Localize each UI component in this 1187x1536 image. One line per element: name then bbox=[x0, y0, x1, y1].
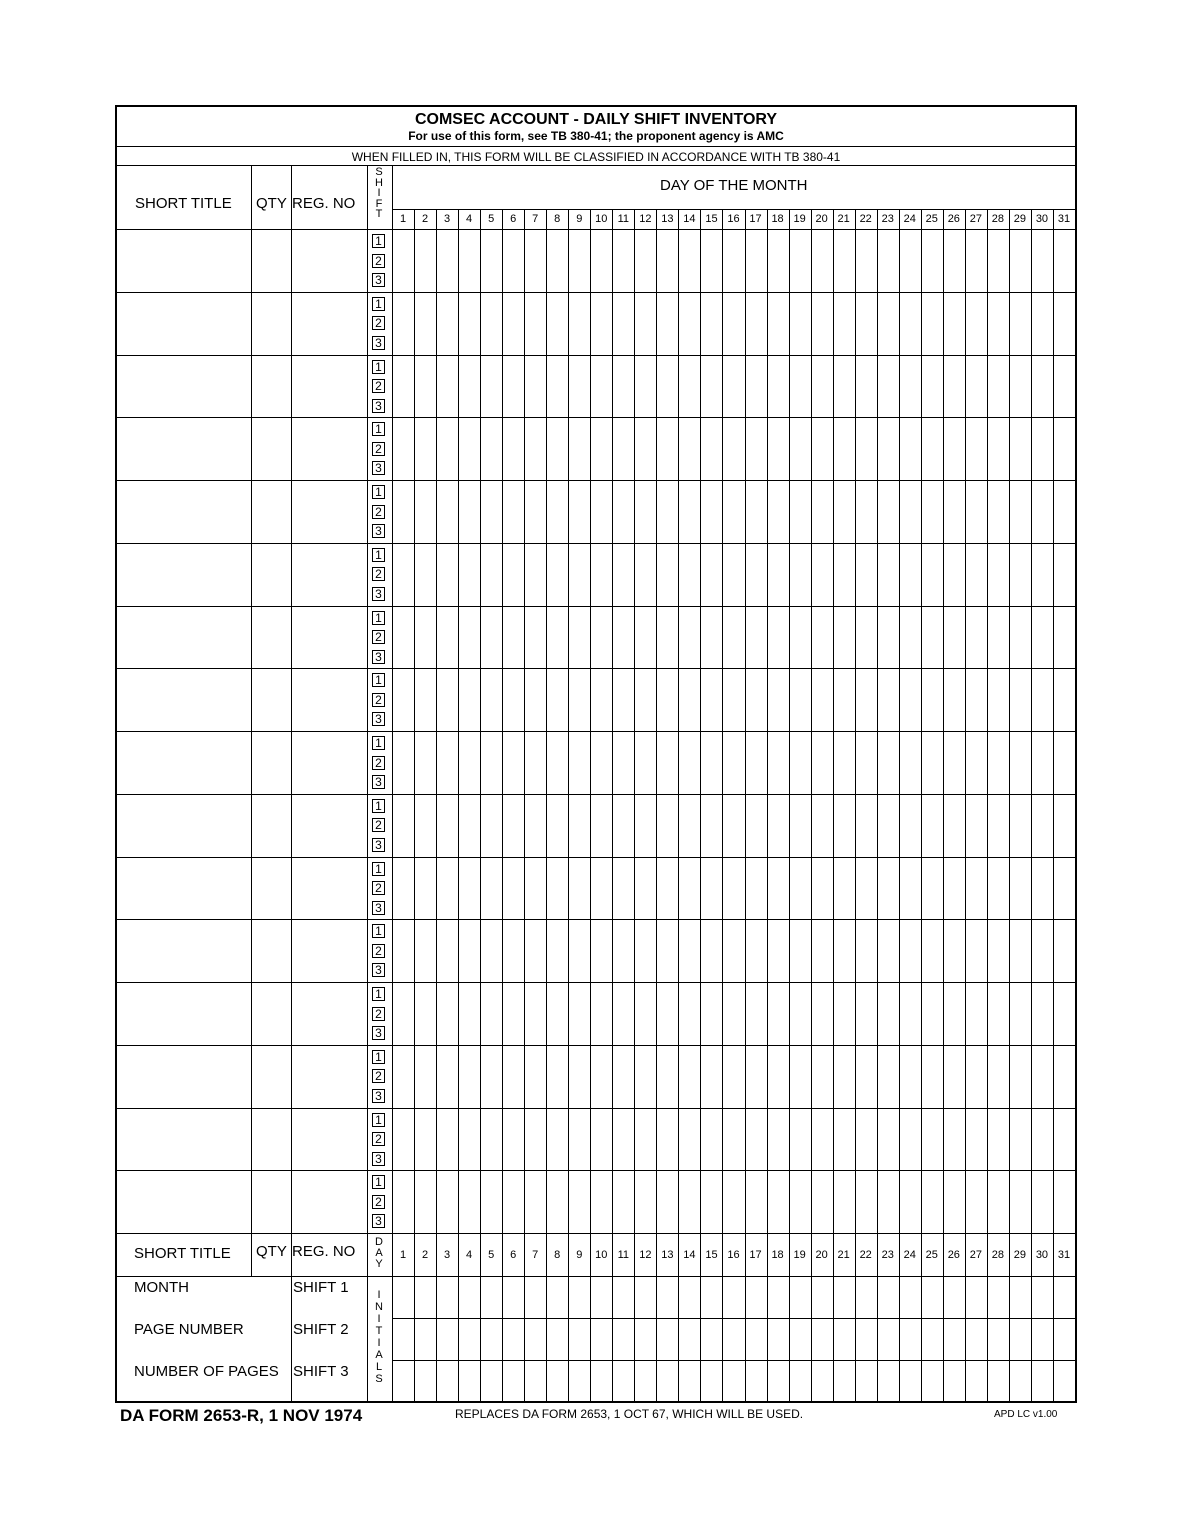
entry-row-line bbox=[117, 857, 1075, 858]
shift-number-box: 2 bbox=[372, 693, 385, 707]
shift-number-box: 1 bbox=[372, 799, 385, 813]
day-number-header: 3 bbox=[444, 213, 451, 225]
qty-header: QTY bbox=[256, 195, 287, 212]
day-letter: A bbox=[375, 1247, 383, 1259]
day-col-divider bbox=[524, 209, 525, 1401]
day-number-footer: 16 bbox=[727, 1249, 740, 1261]
shift-number-box: 1 bbox=[372, 673, 385, 687]
day-number-footer: 9 bbox=[576, 1249, 583, 1261]
day-col-divider bbox=[612, 209, 613, 1401]
shift-letter: F bbox=[375, 197, 383, 210]
day-number-footer: 3 bbox=[444, 1249, 451, 1261]
day-number-footer: 23 bbox=[881, 1249, 894, 1261]
day-number-footer: 1 bbox=[399, 1249, 407, 1261]
form-title: COMSEC ACCOUNT - DAILY SHIFT INVENTORY bbox=[414, 111, 778, 128]
day-number-header: 6 bbox=[510, 213, 517, 225]
initials-letter: I bbox=[377, 1289, 381, 1301]
shift-number-box: 1 bbox=[372, 1175, 385, 1189]
shift-number-box: 1 bbox=[372, 360, 385, 374]
initials-row-line bbox=[392, 1360, 1075, 1361]
day-col-divider bbox=[965, 209, 966, 1401]
day-col-divider bbox=[414, 209, 415, 1401]
bottom-short-title: SHORT TITLE bbox=[134, 1245, 231, 1262]
day-number-footer: 18 bbox=[771, 1249, 784, 1261]
day-number-header: 16 bbox=[727, 213, 740, 225]
bottom-reg-no: REG. NO bbox=[292, 1243, 356, 1260]
shift-number-box: 1 bbox=[372, 736, 385, 750]
day-col-divider bbox=[789, 209, 790, 1401]
day-number-header: 7 bbox=[532, 213, 539, 225]
shift-number-box: 2 bbox=[372, 1195, 385, 1209]
day-number-header: 24 bbox=[903, 213, 916, 225]
shift-number-box: 1 bbox=[372, 485, 385, 499]
entry-row-line bbox=[117, 480, 1075, 481]
day-number-header: 8 bbox=[554, 213, 561, 225]
day-number-footer: 24 bbox=[903, 1249, 916, 1261]
day-col-divider bbox=[436, 209, 437, 1401]
shift-number-box: 2 bbox=[372, 567, 385, 581]
day-number-header: 26 bbox=[947, 213, 960, 225]
shift-number-box: 1 bbox=[372, 422, 385, 436]
day-number-header: 2 bbox=[421, 213, 429, 225]
shift-number-box: 3 bbox=[372, 1089, 385, 1103]
month-label: MONTH bbox=[134, 1279, 189, 1296]
day-col-divider bbox=[502, 209, 503, 1401]
day-number-header: 23 bbox=[881, 213, 894, 225]
shift-letter: T bbox=[375, 208, 383, 220]
shift-number-box: 1 bbox=[372, 548, 385, 562]
day-letter: D bbox=[375, 1236, 383, 1248]
day-number-header: 25 bbox=[925, 213, 938, 225]
day-number-header: 31 bbox=[1057, 213, 1071, 225]
day-col-divider bbox=[678, 209, 679, 1401]
shift-number-box: 1 bbox=[372, 987, 385, 1001]
short-title-header: SHORT TITLE bbox=[135, 195, 232, 212]
day-number-footer: 8 bbox=[554, 1249, 561, 1261]
day-number-footer: 11 bbox=[617, 1249, 630, 1261]
short-title-col-divider bbox=[251, 165, 252, 1276]
shift-col-divider bbox=[392, 165, 393, 1401]
shift2-label: SHIFT 2 bbox=[293, 1321, 349, 1338]
classification-notice: WHEN FILLED IN, THIS FORM WILL BE CLASSIFIED IN ACCORDANCE WITH TB 380-41 bbox=[351, 150, 841, 164]
day-number-header: 10 bbox=[595, 213, 608, 225]
shift-number-box: 3 bbox=[372, 650, 385, 664]
day-col-divider bbox=[1009, 209, 1010, 1401]
entry-row-line bbox=[117, 606, 1075, 607]
day-number-header: 9 bbox=[576, 213, 583, 225]
day-number-header: 5 bbox=[488, 213, 495, 225]
form-subtitle: For use of this form, see TB 380-41; the proponent agency is AMC bbox=[408, 129, 784, 143]
shift-number-box: 2 bbox=[372, 881, 385, 895]
replaces-notice: REPLACES DA FORM 2653, 1 OCT 67, WHICH WILL BE USED. bbox=[455, 1407, 804, 1421]
shift-number-box: 1 bbox=[372, 1113, 385, 1127]
shift-number-box: 2 bbox=[372, 254, 385, 268]
day-number-header: 20 bbox=[815, 213, 828, 225]
number-of-pages-label: NUMBER OF PAGES bbox=[134, 1363, 279, 1380]
shift-letter: H bbox=[375, 176, 383, 189]
shift-number-box: 3 bbox=[372, 461, 385, 475]
shift-number-box: 1 bbox=[372, 1050, 385, 1064]
day-number-header: 13 bbox=[661, 213, 674, 225]
day-col-divider bbox=[722, 209, 723, 1401]
day-number-header: 19 bbox=[793, 213, 806, 225]
day-number-header: 12 bbox=[639, 213, 652, 225]
initials-letter: N bbox=[375, 1301, 383, 1313]
initials-row-line bbox=[392, 1318, 1075, 1319]
day-col-divider bbox=[700, 209, 701, 1401]
shift1-label: SHIFT 1 bbox=[293, 1279, 349, 1296]
shift-number-box: 1 bbox=[372, 297, 385, 311]
shift-number-box: 2 bbox=[372, 944, 385, 958]
day-number-footer: 19 bbox=[793, 1249, 806, 1261]
version-label: APD LC v1.00 bbox=[994, 1409, 1058, 1420]
day-number-footer: 17 bbox=[749, 1249, 762, 1261]
day-number-header: 29 bbox=[1013, 213, 1027, 225]
day-col-divider bbox=[1053, 209, 1054, 1401]
shift-letter: I bbox=[377, 187, 381, 199]
day-col-divider bbox=[546, 209, 547, 1401]
entry-row-line bbox=[117, 1170, 1075, 1171]
shift-number-box: 1 bbox=[372, 611, 385, 625]
entry-row-line bbox=[117, 229, 1075, 230]
initials-letter: S bbox=[375, 1373, 383, 1385]
day-col-divider bbox=[921, 209, 922, 1401]
day-col-divider bbox=[899, 209, 900, 1401]
entry-row-line bbox=[117, 1108, 1075, 1109]
day-number-footer: 20 bbox=[815, 1249, 828, 1261]
day-number-footer: 13 bbox=[661, 1249, 674, 1261]
bottom-qty: QTY bbox=[256, 1243, 287, 1260]
day-number-footer: 27 bbox=[969, 1249, 982, 1261]
day-number-header: 28 bbox=[991, 213, 1004, 225]
day-col-divider bbox=[811, 209, 812, 1401]
shift-number-box: 3 bbox=[372, 963, 385, 977]
day-col-divider bbox=[480, 209, 481, 1401]
day-number-row-line bbox=[392, 209, 1075, 210]
day-col-divider bbox=[767, 209, 768, 1401]
initials-letter: I bbox=[377, 1313, 381, 1325]
shift-letter: S bbox=[375, 166, 383, 178]
shift-number-box: 3 bbox=[372, 1026, 385, 1040]
shift-number-box: 2 bbox=[372, 1069, 385, 1083]
day-number-header: 11 bbox=[617, 213, 630, 225]
shift-number-box: 3 bbox=[372, 524, 385, 538]
shift-number-box: 2 bbox=[372, 316, 385, 330]
shift-number-box: 3 bbox=[372, 775, 385, 789]
shift-number-box: 3 bbox=[372, 1214, 385, 1228]
initials-letter: A bbox=[375, 1349, 383, 1361]
entry-row-line bbox=[117, 919, 1075, 920]
entry-row-line bbox=[117, 982, 1075, 983]
entry-row-line bbox=[117, 794, 1075, 795]
day-number-footer: 26 bbox=[947, 1249, 960, 1261]
shift-number-box: 3 bbox=[372, 901, 385, 915]
form-id: DA FORM 2653-R, 1 NOV 1974 bbox=[120, 1406, 363, 1425]
shift3-label: SHIFT 3 bbox=[293, 1363, 349, 1380]
day-number-header: 18 bbox=[771, 213, 784, 225]
day-col-divider bbox=[590, 209, 591, 1401]
entry-row-line bbox=[117, 417, 1075, 418]
day-number-footer: 14 bbox=[683, 1249, 696, 1261]
shift-number-box: 2 bbox=[372, 818, 385, 832]
shift-number-box: 2 bbox=[372, 442, 385, 456]
shift-number-box: 2 bbox=[372, 1132, 385, 1146]
initials-letter: L bbox=[375, 1361, 383, 1373]
day-col-divider bbox=[833, 209, 834, 1401]
day-number-header: 15 bbox=[705, 213, 718, 225]
shift-number-box: 1 bbox=[372, 234, 385, 248]
day-col-divider bbox=[1031, 209, 1032, 1401]
reg-no-header: REG. NO bbox=[292, 195, 356, 212]
shift-number-box: 2 bbox=[372, 1007, 385, 1021]
divider bbox=[117, 146, 1075, 147]
entry-row-line bbox=[117, 731, 1075, 732]
day-number-footer: 28 bbox=[991, 1249, 1004, 1261]
shift-label-divider bbox=[291, 1276, 292, 1401]
day-number-header: 22 bbox=[859, 213, 872, 225]
day-number-footer: 22 bbox=[859, 1249, 872, 1261]
entry-row-line bbox=[117, 668, 1075, 669]
entry-row-line bbox=[117, 292, 1075, 293]
day-of-month-header: DAY OF THE MONTH bbox=[660, 177, 808, 194]
qty-col-divider bbox=[291, 165, 292, 1276]
entry-row-line bbox=[117, 355, 1075, 356]
shift-number-box: 3 bbox=[372, 587, 385, 601]
day-number-footer: 5 bbox=[488, 1249, 495, 1261]
day-number-footer: 29 bbox=[1013, 1249, 1027, 1261]
entry-row-line bbox=[117, 1233, 1075, 1234]
initials-letter: I bbox=[377, 1337, 381, 1349]
initials-letter: T bbox=[375, 1325, 383, 1337]
day-col-divider bbox=[943, 209, 944, 1401]
shift-number-box: 2 bbox=[372, 630, 385, 644]
shift-number-box: 2 bbox=[372, 505, 385, 519]
entry-row-line bbox=[117, 1045, 1075, 1046]
day-col-divider bbox=[745, 209, 746, 1401]
day-number-header: 1 bbox=[399, 213, 407, 225]
day-number-footer: 7 bbox=[532, 1249, 539, 1261]
day-col-divider bbox=[568, 209, 569, 1401]
day-col-divider bbox=[634, 209, 635, 1401]
day-number-header: 27 bbox=[969, 213, 982, 225]
day-number-footer: 4 bbox=[466, 1249, 473, 1261]
shift-number-box: 3 bbox=[372, 712, 385, 726]
day-col-divider bbox=[877, 209, 878, 1401]
day-number-footer: 25 bbox=[925, 1249, 938, 1261]
day-col-divider bbox=[855, 209, 856, 1401]
shift-number-box: 2 bbox=[372, 756, 385, 770]
shift-number-box: 1 bbox=[372, 924, 385, 938]
day-letter: Y bbox=[375, 1258, 383, 1270]
day-number-header: 17 bbox=[749, 213, 762, 225]
entry-row-line bbox=[117, 543, 1075, 544]
day-col-divider bbox=[458, 209, 459, 1401]
day-number-footer: 10 bbox=[595, 1249, 608, 1261]
shift-number-box: 1 bbox=[372, 862, 385, 876]
shift-number-box: 3 bbox=[372, 1152, 385, 1166]
day-col-divider bbox=[987, 209, 988, 1401]
day-number-footer: 6 bbox=[510, 1249, 517, 1261]
day-number-footer: 12 bbox=[639, 1249, 652, 1261]
divider bbox=[117, 165, 1075, 166]
page-number-label: PAGE NUMBER bbox=[134, 1321, 244, 1338]
inventory-form bbox=[115, 105, 1077, 1403]
shift-number-box: 2 bbox=[372, 379, 385, 393]
shift-number-box: 3 bbox=[372, 273, 385, 287]
reg-col-divider bbox=[367, 165, 368, 1401]
day-number-footer: 30 bbox=[1035, 1249, 1049, 1261]
shift-number-box: 3 bbox=[372, 399, 385, 413]
day-col-divider bbox=[656, 209, 657, 1401]
day-number-header: 21 bbox=[837, 213, 850, 225]
shift-number-box: 3 bbox=[372, 838, 385, 852]
shift-number-box: 3 bbox=[372, 336, 385, 350]
day-number-header: 4 bbox=[466, 213, 473, 225]
initials-top-line bbox=[117, 1276, 1075, 1277]
day-number-footer: 31 bbox=[1057, 1249, 1071, 1261]
day-number-footer: 2 bbox=[421, 1249, 429, 1261]
day-number-header: 30 bbox=[1035, 213, 1049, 225]
day-number-header: 14 bbox=[683, 213, 696, 225]
day-number-footer: 15 bbox=[705, 1249, 718, 1261]
day-number-footer: 21 bbox=[837, 1249, 850, 1261]
